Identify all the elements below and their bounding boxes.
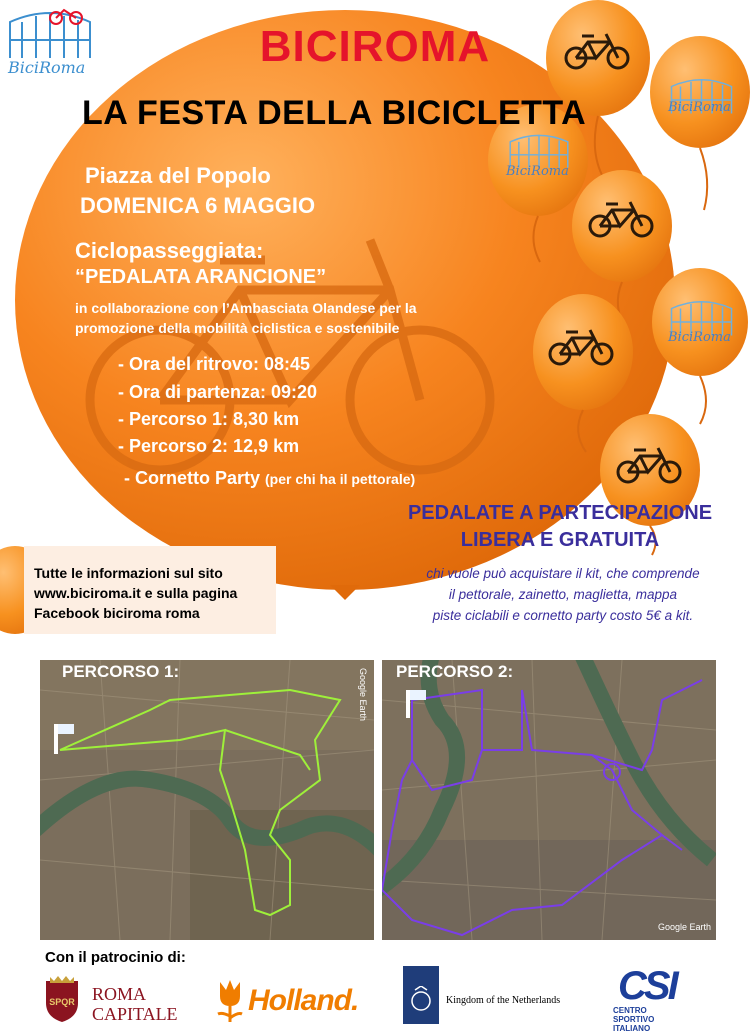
csi-line-2: SPORTIVO bbox=[613, 1015, 655, 1024]
roma-capitale-shield-icon bbox=[42, 975, 82, 1023]
schedule-cornetto bbox=[124, 468, 415, 489]
map-2-label: PERCORSO 2: bbox=[396, 662, 514, 681]
map-1-satellite bbox=[40, 660, 374, 940]
kit-line-2: il pettorale, zainetto, maglietta, mappa bbox=[448, 587, 678, 602]
map-1-label: PERCORSO 1: bbox=[62, 662, 180, 681]
schedule-item: - Percorso 2: 12,9 km bbox=[118, 436, 300, 456]
map-percorso-2[interactable] bbox=[382, 660, 716, 940]
csi-line-1: CENTRO bbox=[613, 1006, 647, 1015]
map-2-watermark: Google Earth bbox=[658, 922, 712, 932]
roma-capitale-line-2: CAPITALE bbox=[92, 1004, 178, 1024]
map-1-watermark: Google Earth bbox=[358, 668, 368, 722]
cornetto-label: - Cornetto Party bbox=[124, 468, 266, 488]
big-balloon-knot bbox=[330, 585, 360, 600]
balloon-logo-text: BiciRoma bbox=[668, 100, 731, 115]
balloon-logo-text: BiciRoma bbox=[668, 330, 731, 345]
event-place: Piazza del Popolo bbox=[85, 163, 271, 188]
schedule-item: - Percorso 1: 8,30 km bbox=[118, 409, 300, 429]
info-line-2[interactable]: www.biciroma.it e sulla pagina bbox=[34, 585, 238, 601]
roma-seal-text: SPQR bbox=[49, 997, 75, 1007]
tulip-icon bbox=[212, 978, 248, 1024]
page-title: BICIROMA bbox=[259, 22, 491, 71]
csi-line-3: ITALIANO bbox=[613, 1024, 651, 1033]
sponsors-heading: Con il patrocinio di: bbox=[45, 949, 186, 966]
event-date: DOMENICA 6 MAGGIO bbox=[80, 193, 316, 218]
kit-line-1: chi vuole può acquistare il kit, che comprende bbox=[426, 566, 700, 581]
roma-capitale-line-1: ROMA bbox=[92, 984, 147, 1004]
netherlands-crest-icon bbox=[403, 986, 439, 1016]
ride-name: “PEDALATA ARANCIONE” bbox=[75, 266, 327, 288]
page-subtitle: LA FESTA DELLA BICICLETTA bbox=[82, 94, 587, 132]
netherlands-text: Kingdom of the Netherlands bbox=[446, 995, 561, 1006]
csi-text bbox=[613, 1006, 654, 1033]
map-2-satellite bbox=[382, 660, 716, 940]
participation-headline-1: PEDALATE A PARTECIPAZIONE bbox=[407, 502, 713, 524]
kit-line-3: piste ciclabili e cornetto party costo 5€ a kit. bbox=[432, 608, 694, 623]
csi-logo-icon: CSI bbox=[618, 964, 676, 1008]
ride-label: Ciclopasseggiata: bbox=[75, 238, 264, 263]
collab-line-1: in collaborazione con l’Ambasciata Olandese per la bbox=[75, 300, 417, 316]
balloon-logo-3 bbox=[652, 268, 748, 424]
info-line-3[interactable]: Facebook biciroma roma bbox=[34, 605, 200, 621]
balloon-logo-text: BiciRoma bbox=[506, 164, 569, 179]
cornetto-note: (per chi ha il pettorale) bbox=[265, 471, 416, 487]
map-percorso-1[interactable] bbox=[40, 660, 374, 940]
info-line-1: Tutte le informazioni sul sito bbox=[34, 565, 223, 581]
schedule-item: - Ora di partenza: 09:20 bbox=[118, 382, 318, 402]
collab-line-2: promozione della mobilità ciclistica e sostenibile bbox=[75, 320, 400, 336]
schedule-item: - Ora del ritrovo: 08:45 bbox=[118, 354, 311, 374]
biciroma-logo: BiciRoma bbox=[8, 58, 86, 77]
participation-headline-2: LIBERA E GRATUITA bbox=[460, 529, 660, 551]
holland-logo: Holland. bbox=[248, 984, 359, 1017]
